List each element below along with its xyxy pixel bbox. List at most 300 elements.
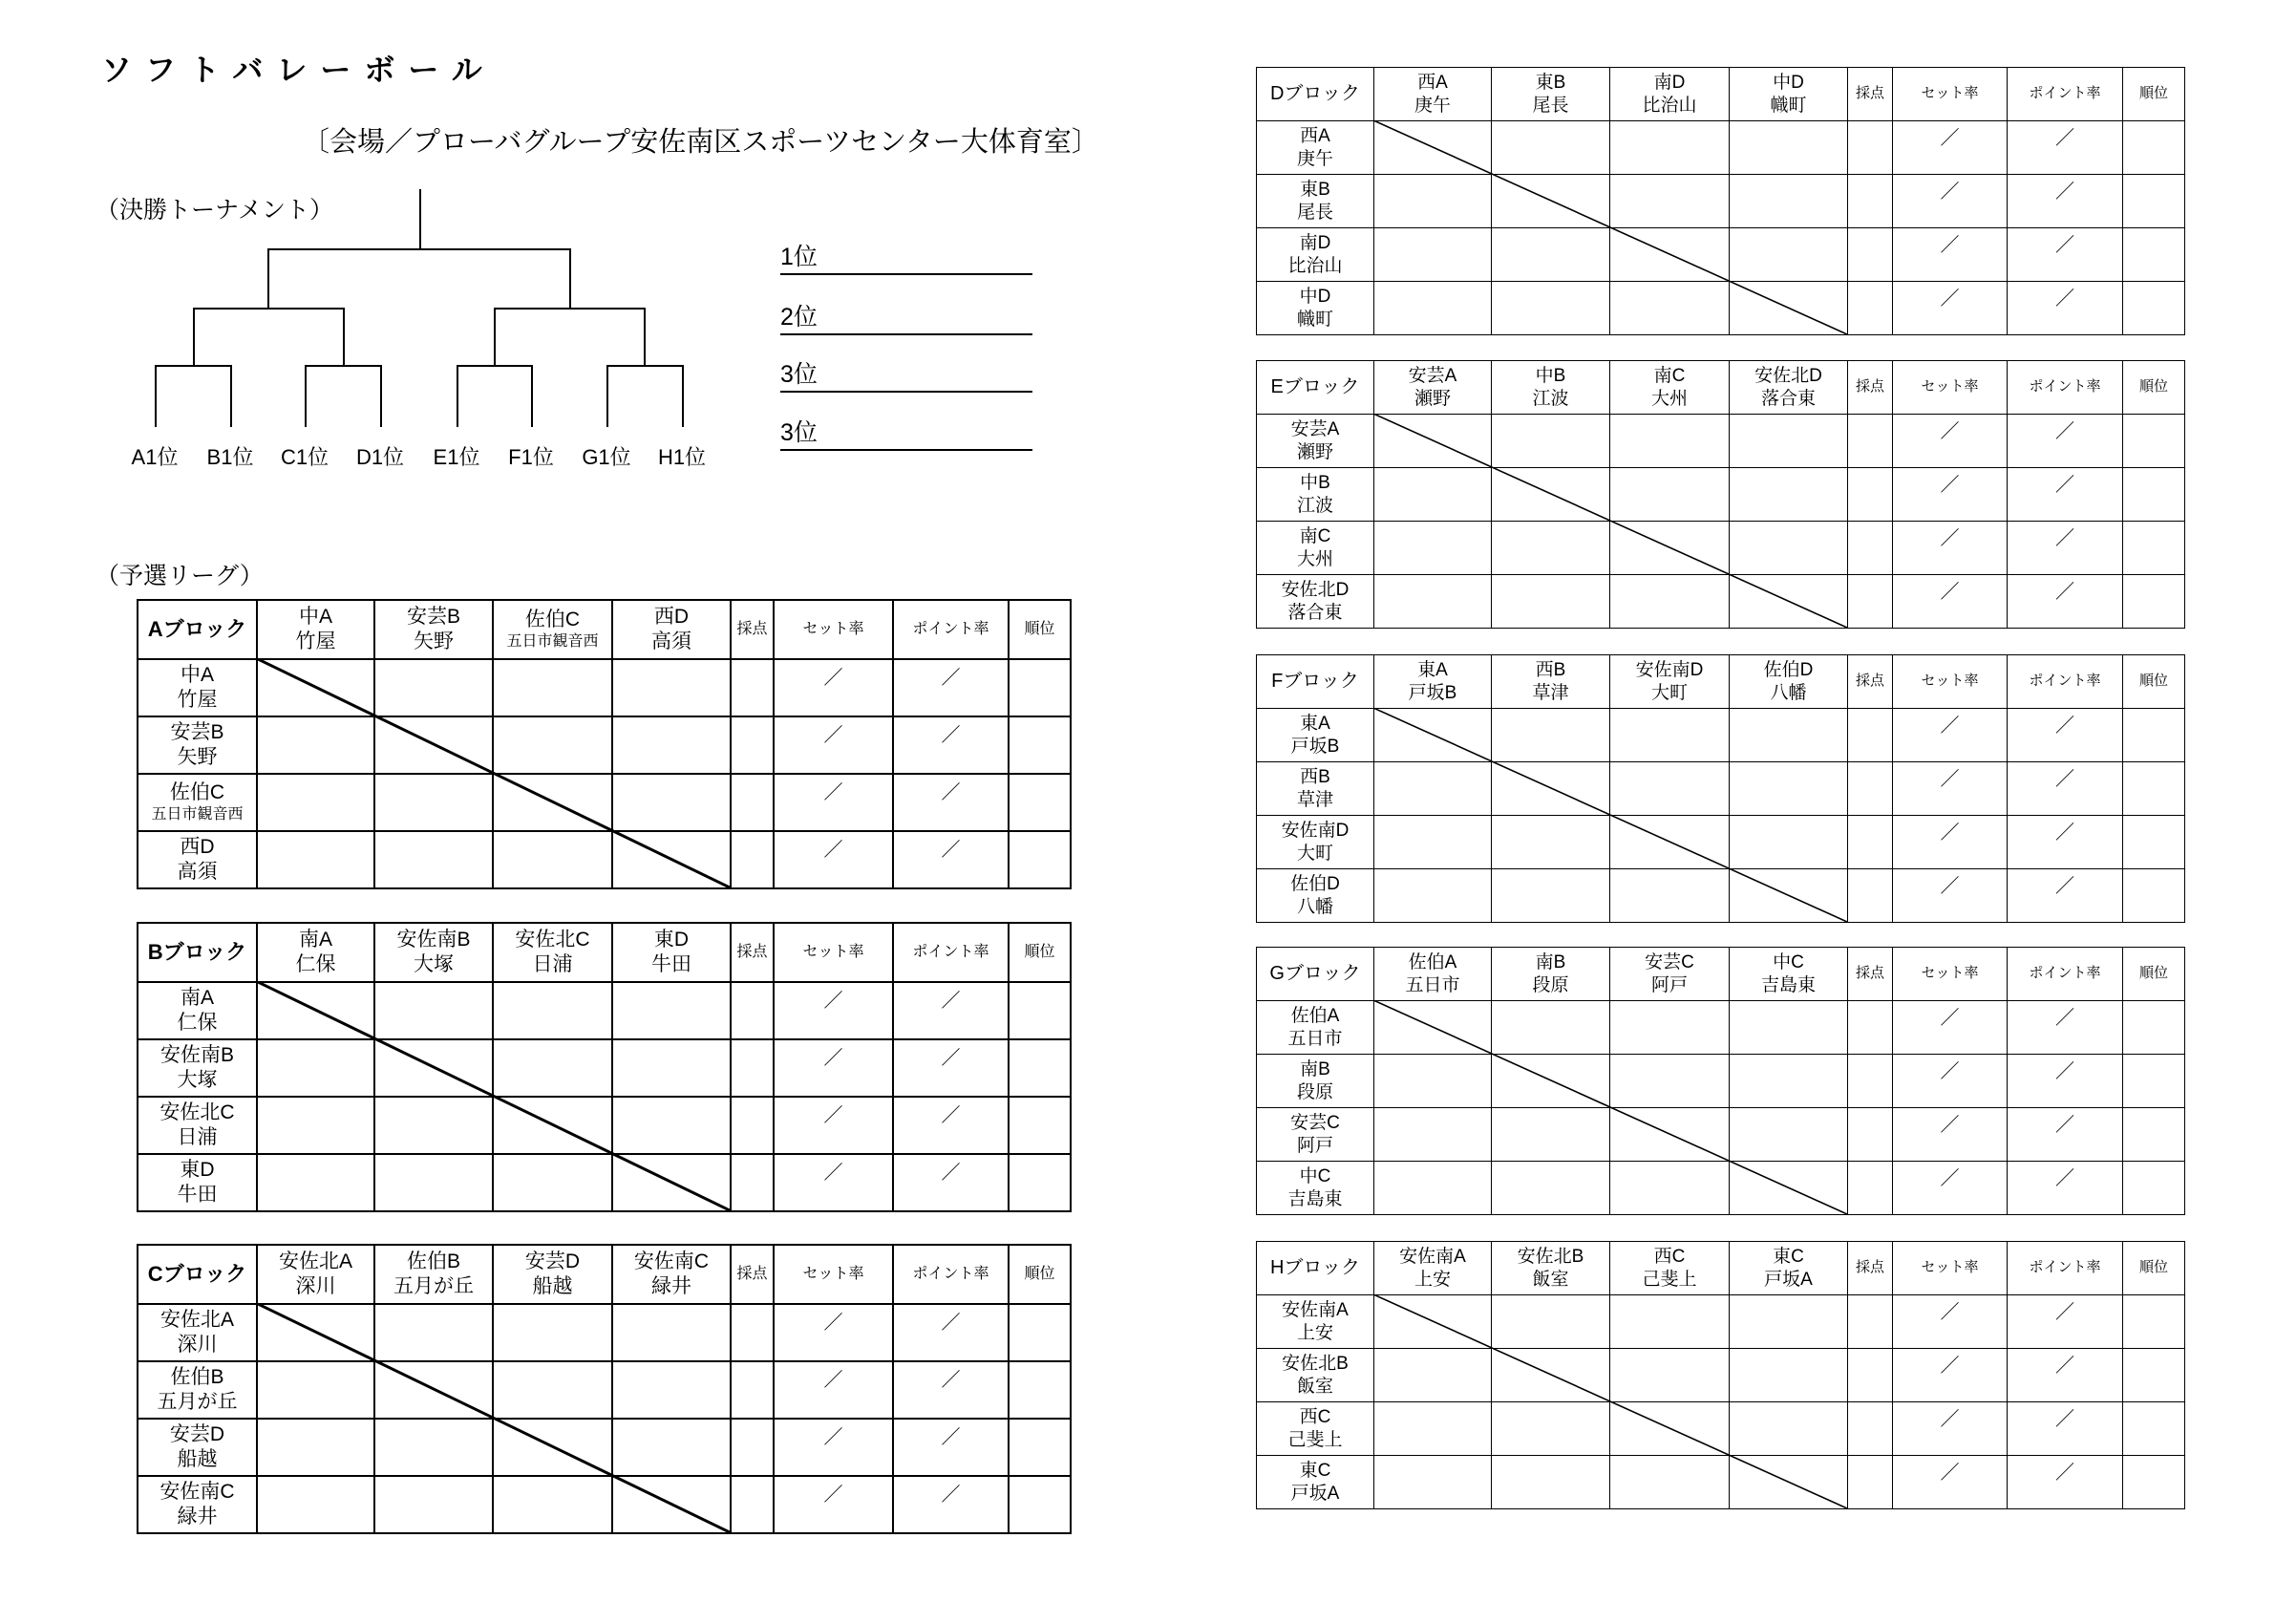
- match-result-cell[interactable]: [1492, 1456, 1610, 1509]
- set-rate-cell[interactable]: [774, 1097, 893, 1154]
- match-result-cell[interactable]: [1374, 522, 1492, 575]
- set-rate-cell[interactable]: [1893, 522, 2008, 575]
- match-result-cell[interactable]: [1374, 762, 1492, 816]
- set-rate-cell[interactable]: [774, 831, 893, 888]
- point-rate-cell[interactable]: [2008, 1108, 2123, 1162]
- table-row: [138, 1304, 1071, 1361]
- point-rate-cell[interactable]: [2008, 522, 2123, 575]
- match-result-cell[interactable]: [257, 1039, 374, 1097]
- team-code: 安佐北B: [1282, 1353, 1349, 1374]
- row-team-header: [1257, 1402, 1374, 1456]
- match-result-cell[interactable]: [374, 1419, 493, 1476]
- block-table-f: [1256, 654, 2185, 923]
- score-cell[interactable]: [731, 1361, 774, 1419]
- match-result-cell[interactable]: [374, 1154, 493, 1211]
- team-code: 安佐北C: [159, 1100, 235, 1123]
- match-result-cell[interactable]: [493, 1154, 612, 1211]
- match-result-cell[interactable]: [1610, 1001, 1730, 1055]
- match-result-cell[interactable]: [612, 1097, 731, 1154]
- ratio-slash: ／: [823, 1370, 843, 1391]
- team-code: 安佐南D: [1281, 820, 1350, 841]
- point-rate-cell[interactable]: [2008, 282, 2123, 335]
- match-result-cell[interactable]: [1374, 1055, 1492, 1108]
- team-code: 安佐南B: [159, 1043, 234, 1066]
- set-rate-cell[interactable]: [774, 1419, 893, 1476]
- match-result-cell[interactable]: [1492, 709, 1610, 762]
- match-result-cell[interactable]: [1610, 121, 1730, 175]
- point-rate-cell[interactable]: [893, 774, 1009, 831]
- point-rate-cell[interactable]: [893, 716, 1009, 774]
- match-result-cell[interactable]: [257, 831, 374, 888]
- set-rate-cell[interactable]: [774, 982, 893, 1039]
- match-result-cell[interactable]: [1610, 869, 1730, 923]
- set-rate-cell[interactable]: [774, 1476, 893, 1533]
- set-rate-header: セット率: [774, 1245, 893, 1304]
- match-result-cell[interactable]: [493, 659, 612, 716]
- diagonal-cell: [493, 1097, 612, 1154]
- match-result-cell[interactable]: [1610, 1162, 1730, 1215]
- set-rate-cell[interactable]: [1893, 1456, 2008, 1509]
- match-result-cell[interactable]: [1610, 468, 1730, 522]
- match-result-cell[interactable]: [1730, 1295, 1848, 1349]
- match-result-cell[interactable]: [1492, 575, 1610, 629]
- match-result-cell[interactable]: [1610, 1055, 1730, 1108]
- ratio-slash: ／: [2055, 475, 2074, 496]
- match-result-cell[interactable]: [1610, 282, 1730, 335]
- match-result-cell[interactable]: [1492, 228, 1610, 282]
- rank-cell[interactable]: [2123, 282, 2185, 335]
- score-cell[interactable]: [1848, 415, 1893, 468]
- match-result-cell[interactable]: [1492, 1402, 1610, 1456]
- match-result-cell[interactable]: [1374, 869, 1492, 923]
- ratio-slash: ／: [1940, 182, 1960, 203]
- match-result-cell[interactable]: [257, 774, 374, 831]
- score-cell[interactable]: [731, 1154, 774, 1211]
- score-cell[interactable]: [1848, 762, 1893, 816]
- match-result-cell[interactable]: [612, 1361, 731, 1419]
- match-result-cell[interactable]: [1610, 762, 1730, 816]
- set-rate-cell[interactable]: [1893, 228, 2008, 282]
- score-cell[interactable]: [731, 982, 774, 1039]
- rank-cell[interactable]: [2123, 1055, 2185, 1108]
- score-cell[interactable]: [731, 1476, 774, 1533]
- team-code: 中A: [180, 663, 214, 686]
- match-result-cell[interactable]: [257, 1419, 374, 1476]
- score-cell[interactable]: [731, 716, 774, 774]
- set-rate-cell[interactable]: [1893, 282, 2008, 335]
- team-code: 安芸B: [406, 605, 460, 628]
- match-result-cell[interactable]: [1730, 228, 1848, 282]
- rank-cell[interactable]: [2123, 1456, 2185, 1509]
- rank-cell[interactable]: [1009, 1419, 1071, 1476]
- match-result-cell[interactable]: [493, 1304, 612, 1361]
- score-cell[interactable]: [731, 1304, 774, 1361]
- match-result-cell[interactable]: [1730, 762, 1848, 816]
- set-rate-cell[interactable]: [1893, 1402, 2008, 1456]
- team-school: 大町: [1296, 843, 1333, 864]
- point-rate-cell[interactable]: [2008, 175, 2123, 228]
- set-rate-cell[interactable]: [1893, 1295, 2008, 1349]
- team-code: 西D: [653, 605, 690, 628]
- ratio-slash: ／: [1940, 1356, 1960, 1377]
- team-school: 戸坂A: [1290, 1483, 1340, 1504]
- rank-header: 順位: [2123, 948, 2185, 1001]
- score-cell[interactable]: [1848, 709, 1893, 762]
- rank-cell[interactable]: [2123, 175, 2185, 228]
- match-result-cell[interactable]: [1492, 121, 1610, 175]
- match-result-cell[interactable]: [1610, 415, 1730, 468]
- match-result-cell[interactable]: [1374, 575, 1492, 629]
- column-team-header: [612, 1245, 731, 1304]
- ratio-slash: ／: [823, 782, 843, 803]
- table-row: [1257, 1108, 2185, 1162]
- team-school: 段原: [1532, 974, 1569, 995]
- match-result-cell[interactable]: [612, 1419, 731, 1476]
- score-cell[interactable]: [1848, 1349, 1893, 1402]
- rank-cell[interactable]: [1009, 774, 1071, 831]
- team-code: 安佐北A: [278, 1250, 352, 1272]
- match-result-cell[interactable]: [257, 716, 374, 774]
- set-rate-cell[interactable]: [774, 1361, 893, 1419]
- set-rate-cell[interactable]: [774, 716, 893, 774]
- set-rate-header: セット率: [1893, 68, 2008, 121]
- set-rate-cell[interactable]: [1893, 1349, 2008, 1402]
- match-result-cell[interactable]: [1730, 415, 1848, 468]
- match-result-cell[interactable]: [1374, 1108, 1492, 1162]
- match-result-cell[interactable]: [1492, 1162, 1610, 1215]
- score-cell[interactable]: [1848, 468, 1893, 522]
- rank-cell[interactable]: [2123, 121, 2185, 175]
- table-row: [1257, 709, 2185, 762]
- match-result-cell[interactable]: [1492, 415, 1610, 468]
- rank-header: 順位: [1009, 600, 1071, 659]
- rank-line-1[interactable]: [780, 241, 1032, 275]
- team-school: 飯室: [1532, 1269, 1569, 1290]
- set-rate-cell[interactable]: [1893, 1055, 2008, 1108]
- rank-cell[interactable]: [1009, 982, 1071, 1039]
- match-result-cell[interactable]: [1492, 1295, 1610, 1349]
- team-code: 東D: [180, 1158, 215, 1181]
- match-result-cell[interactable]: [374, 1097, 493, 1154]
- diagonal-cell: [374, 1361, 493, 1419]
- diagonal-cell: [1492, 762, 1610, 816]
- diagonal-cell: [1730, 1456, 1848, 1509]
- score-cell[interactable]: [731, 1039, 774, 1097]
- set-rate-cell[interactable]: [1893, 1108, 2008, 1162]
- score-cell[interactable]: [1848, 522, 1893, 575]
- score-cell[interactable]: [1848, 282, 1893, 335]
- rank-cell[interactable]: [2123, 1402, 2185, 1456]
- match-result-cell[interactable]: [1610, 1349, 1730, 1402]
- ratio-slash: ／: [1940, 1008, 1960, 1029]
- match-result-cell[interactable]: [1374, 468, 1492, 522]
- match-result-cell[interactable]: [1730, 1055, 1848, 1108]
- match-result-cell[interactable]: [1610, 1456, 1730, 1509]
- match-result-cell[interactable]: [612, 982, 731, 1039]
- match-result-cell[interactable]: [1492, 1108, 1610, 1162]
- block-table-d: [1256, 67, 2185, 335]
- match-result-cell[interactable]: [612, 659, 731, 716]
- rank-cell[interactable]: [1009, 1097, 1071, 1154]
- score-cell[interactable]: [1848, 1162, 1893, 1215]
- match-result-cell[interactable]: [612, 1304, 731, 1361]
- match-result-cell[interactable]: [612, 774, 731, 831]
- row-team-header: [1257, 228, 1374, 282]
- rank-cell[interactable]: [2123, 869, 2185, 923]
- set-rate-cell[interactable]: [1893, 175, 2008, 228]
- team-code: 佐伯B: [406, 1250, 460, 1272]
- point-rate-cell[interactable]: [2008, 1402, 2123, 1456]
- match-result-cell[interactable]: [1374, 1456, 1492, 1509]
- team-code: 東D: [653, 928, 690, 951]
- row-team-header: [138, 1361, 257, 1419]
- match-result-cell[interactable]: [493, 982, 612, 1039]
- point-rate-cell[interactable]: [2008, 575, 2123, 629]
- point-rate-cell[interactable]: [893, 659, 1009, 716]
- rank-cell[interactable]: [2123, 575, 2185, 629]
- seed-label: F1位: [508, 445, 554, 469]
- team-code: 南C: [1653, 365, 1686, 386]
- rank-cell[interactable]: [1009, 831, 1071, 888]
- point-rate-cell[interactable]: [2008, 228, 2123, 282]
- rank-cell[interactable]: [2123, 762, 2185, 816]
- score-cell[interactable]: [1848, 121, 1893, 175]
- column-team-header: [1374, 1242, 1492, 1295]
- point-rate-cell[interactable]: [893, 1361, 1009, 1419]
- rank-cell[interactable]: [2123, 709, 2185, 762]
- match-result-cell[interactable]: [1610, 175, 1730, 228]
- set-rate-cell[interactable]: [1893, 121, 2008, 175]
- rank-cell[interactable]: [2123, 522, 2185, 575]
- row-team-header: [1257, 415, 1374, 468]
- match-result-cell[interactable]: [1730, 522, 1848, 575]
- score-cell[interactable]: [1848, 869, 1893, 923]
- rank-cell[interactable]: [1009, 659, 1071, 716]
- match-result-cell[interactable]: [1730, 1108, 1848, 1162]
- set-rate-cell[interactable]: [1893, 468, 2008, 522]
- match-result-cell[interactable]: [493, 1361, 612, 1419]
- score-cell[interactable]: [1848, 816, 1893, 869]
- match-result-cell[interactable]: [374, 1304, 493, 1361]
- diagonal-cell: [1374, 709, 1492, 762]
- rank-cell[interactable]: [2123, 1295, 2185, 1349]
- set-rate-cell[interactable]: [1893, 816, 2008, 869]
- ratio-slash: ／: [2055, 288, 2074, 310]
- score-cell[interactable]: [731, 1097, 774, 1154]
- rank-line-2[interactable]: [780, 301, 1032, 335]
- team-code: 佐伯C: [524, 608, 581, 630]
- match-result-cell[interactable]: [493, 716, 612, 774]
- match-result-cell[interactable]: [1730, 1402, 1848, 1456]
- point-rate-cell[interactable]: [2008, 1055, 2123, 1108]
- point-rate-cell[interactable]: [2008, 121, 2123, 175]
- point-rate-cell[interactable]: [2008, 816, 2123, 869]
- point-rate-cell[interactable]: [893, 1097, 1009, 1154]
- match-result-cell[interactable]: [1610, 1295, 1730, 1349]
- league-heading: （予選リーグ）: [96, 563, 264, 589]
- match-result-cell[interactable]: [1730, 468, 1848, 522]
- point-rate-cell[interactable]: [893, 982, 1009, 1039]
- point-rate-cell[interactable]: [893, 1476, 1009, 1533]
- point-rate-cell[interactable]: [893, 1154, 1009, 1211]
- set-rate-cell[interactable]: [1893, 709, 2008, 762]
- point-rate-cell[interactable]: [2008, 762, 2123, 816]
- match-result-cell[interactable]: [257, 1097, 374, 1154]
- match-result-cell[interactable]: [374, 982, 493, 1039]
- score-cell[interactable]: [1848, 575, 1893, 629]
- rank-cell[interactable]: [1009, 1039, 1071, 1097]
- column-team-header: [1730, 361, 1848, 415]
- team-code: 西B: [1300, 766, 1330, 787]
- match-result-cell[interactable]: [493, 831, 612, 888]
- rank-cell[interactable]: [2123, 1108, 2185, 1162]
- rank-label: 1位: [780, 244, 818, 270]
- point-rate-cell[interactable]: [2008, 415, 2123, 468]
- point-rate-cell[interactable]: [893, 1304, 1009, 1361]
- bracket-line: [155, 365, 157, 427]
- point-rate-cell[interactable]: [893, 1419, 1009, 1476]
- score-cell[interactable]: [1848, 228, 1893, 282]
- score-cell[interactable]: [731, 659, 774, 716]
- score-cell[interactable]: [1848, 1055, 1893, 1108]
- ratio-slash: ／: [941, 725, 961, 746]
- match-result-cell[interactable]: [1492, 1001, 1610, 1055]
- match-result-cell[interactable]: [612, 716, 731, 774]
- bracket-line: [569, 248, 571, 308]
- ratio-slash: ／: [1940, 475, 1960, 496]
- match-result-cell[interactable]: [1374, 1162, 1492, 1215]
- score-cell[interactable]: [1848, 1295, 1893, 1349]
- point-rate-cell[interactable]: [2008, 869, 2123, 923]
- table-row: [1257, 121, 2185, 175]
- point-rate-cell[interactable]: [2008, 1349, 2123, 1402]
- diagonal-cell: [493, 1419, 612, 1476]
- set-rate-cell[interactable]: [1893, 1162, 2008, 1215]
- set-rate-cell[interactable]: [1893, 762, 2008, 816]
- team-school: 仁保: [177, 1012, 218, 1034]
- set-rate-cell[interactable]: [774, 1304, 893, 1361]
- rank-cell[interactable]: [2123, 1001, 2185, 1055]
- match-result-cell[interactable]: [1492, 869, 1610, 923]
- match-result-cell[interactable]: [612, 1039, 731, 1097]
- set-rate-cell[interactable]: [774, 659, 893, 716]
- rank-cell[interactable]: [1009, 1476, 1071, 1533]
- match-result-cell[interactable]: [1492, 816, 1610, 869]
- score-cell[interactable]: [731, 774, 774, 831]
- match-result-cell[interactable]: [1492, 522, 1610, 575]
- set-rate-cell[interactable]: [774, 774, 893, 831]
- match-result-cell[interactable]: [1730, 709, 1848, 762]
- column-team-header: [493, 600, 612, 659]
- match-result-cell[interactable]: [257, 1154, 374, 1211]
- match-result-cell[interactable]: [374, 831, 493, 888]
- ratio-slash: ／: [1940, 1463, 1960, 1484]
- match-result-cell[interactable]: [1730, 175, 1848, 228]
- match-result-cell[interactable]: [257, 1361, 374, 1419]
- score-cell[interactable]: [1848, 1001, 1893, 1055]
- set-rate-header: セット率: [774, 600, 893, 659]
- point-rate-cell[interactable]: [893, 1039, 1009, 1097]
- score-cell[interactable]: [1848, 1108, 1893, 1162]
- team-school: 江波: [1296, 495, 1333, 516]
- match-result-cell[interactable]: [1374, 816, 1492, 869]
- match-result-cell[interactable]: [1730, 121, 1848, 175]
- match-result-cell[interactable]: [493, 1476, 612, 1533]
- score-cell[interactable]: [731, 831, 774, 888]
- match-result-cell[interactable]: [374, 774, 493, 831]
- point-rate-header: ポイント率: [893, 923, 1009, 982]
- rank-cell[interactable]: [2123, 816, 2185, 869]
- score-cell[interactable]: [1848, 1402, 1893, 1456]
- rank-cell[interactable]: [2123, 1162, 2185, 1215]
- block-table-g: [1256, 947, 2185, 1215]
- set-rate-cell[interactable]: [1893, 1001, 2008, 1055]
- diagonal-cell: [1610, 228, 1730, 282]
- table-row: [1257, 869, 2185, 923]
- rank-cell[interactable]: [1009, 1154, 1071, 1211]
- set-rate-cell[interactable]: [1893, 415, 2008, 468]
- score-cell[interactable]: [1848, 175, 1893, 228]
- point-rate-cell[interactable]: [2008, 468, 2123, 522]
- ratio-slash: ／: [941, 1427, 961, 1448]
- match-result-cell[interactable]: [1374, 282, 1492, 335]
- match-result-cell[interactable]: [1374, 228, 1492, 282]
- team-school: 己斐上: [1287, 1429, 1343, 1450]
- point-rate-cell[interactable]: [2008, 1295, 2123, 1349]
- rank-cell[interactable]: [2123, 1349, 2185, 1402]
- bracket-line: [193, 308, 195, 365]
- point-rate-cell[interactable]: [2008, 1162, 2123, 1215]
- team-school: 上安: [1414, 1269, 1451, 1290]
- rank-line-4[interactable]: [780, 417, 1032, 451]
- point-rate-cell[interactable]: [2008, 1456, 2123, 1509]
- match-result-cell[interactable]: [1610, 709, 1730, 762]
- rank-cell[interactable]: [1009, 716, 1071, 774]
- match-result-cell[interactable]: [374, 1476, 493, 1533]
- match-result-cell[interactable]: [1374, 1402, 1492, 1456]
- column-team-header: [257, 600, 374, 659]
- rank-cell[interactable]: [1009, 1361, 1071, 1419]
- set-rate-cell[interactable]: [1893, 575, 2008, 629]
- set-rate-cell[interactable]: [774, 1039, 893, 1097]
- match-result-cell[interactable]: [1730, 1001, 1848, 1055]
- match-result-cell[interactable]: [1374, 1349, 1492, 1402]
- diagonal-cell: [374, 1039, 493, 1097]
- set-rate-cell[interactable]: [774, 1154, 893, 1211]
- score-cell[interactable]: [731, 1419, 774, 1476]
- match-result-cell[interactable]: [1492, 282, 1610, 335]
- match-result-cell[interactable]: [1730, 1349, 1848, 1402]
- point-rate-cell[interactable]: [2008, 1001, 2123, 1055]
- rank-cell[interactable]: [2123, 415, 2185, 468]
- bracket-line: [494, 308, 496, 365]
- row-team-header: [1257, 575, 1374, 629]
- set-rate-cell[interactable]: [1893, 869, 2008, 923]
- match-result-cell[interactable]: [374, 659, 493, 716]
- point-rate-cell[interactable]: [2008, 709, 2123, 762]
- rank-cell[interactable]: [2123, 468, 2185, 522]
- match-result-cell[interactable]: [257, 1476, 374, 1533]
- point-rate-cell[interactable]: [893, 831, 1009, 888]
- rank-cell[interactable]: [1009, 1304, 1071, 1361]
- match-result-cell[interactable]: [493, 1039, 612, 1097]
- rank-line-3[interactable]: [780, 358, 1032, 393]
- rank-cell[interactable]: [2123, 228, 2185, 282]
- match-result-cell[interactable]: [1730, 816, 1848, 869]
- score-cell[interactable]: [1848, 1456, 1893, 1509]
- match-result-cell[interactable]: [1374, 175, 1492, 228]
- match-result-cell[interactable]: [1610, 575, 1730, 629]
